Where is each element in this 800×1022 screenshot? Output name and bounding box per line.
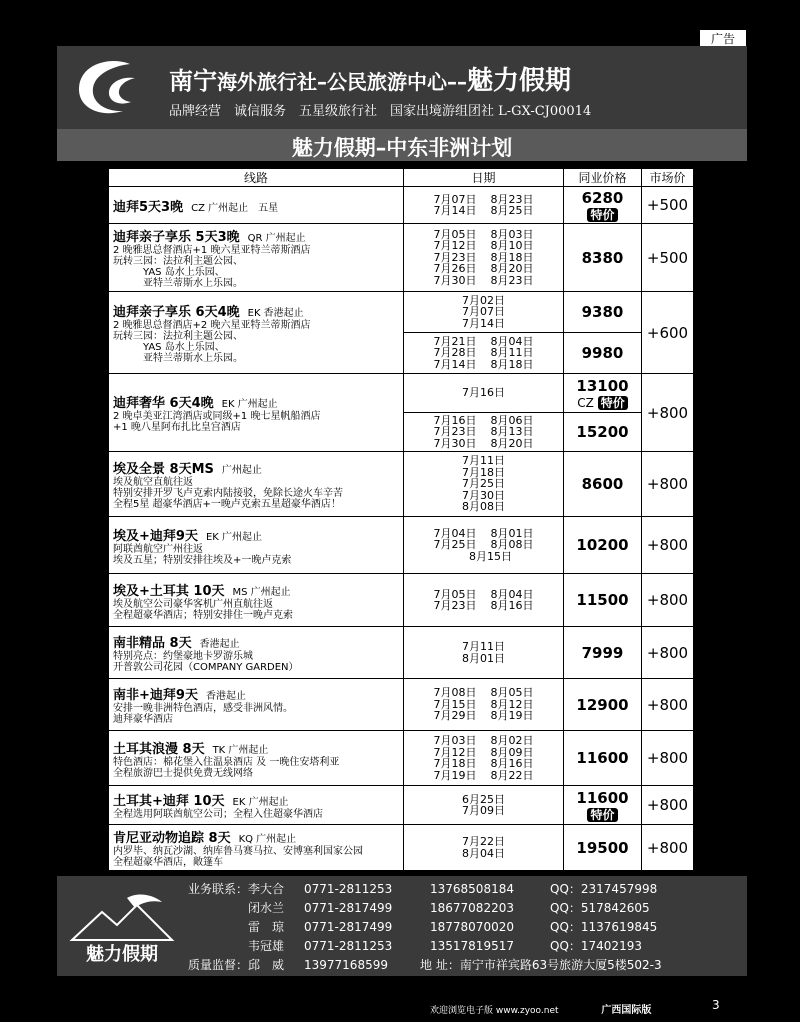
contact-phone: 0771-2817499 — [304, 901, 393, 915]
route-desc-line: 特别亮点：约堡豪地卡罗游乐城 — [113, 651, 253, 662]
departure-date: 7月30日 — [433, 436, 477, 450]
route-subtitle: EK 广州起止 — [221, 399, 278, 410]
departure-date: 7月14日 — [462, 316, 505, 330]
table-row — [109, 679, 694, 731]
departure-date: 8月16日 — [490, 599, 534, 612]
trade-price-cell — [564, 574, 642, 627]
table-row — [109, 224, 694, 292]
page-number: 3 — [712, 998, 720, 1012]
departure-date: 7月11日 — [462, 640, 505, 653]
supervise-mobile: 13977168599 — [304, 958, 388, 972]
date-line — [404, 600, 563, 612]
plan-title: 魅力假期–中东非洲计划 — [291, 136, 513, 160]
ad-tag: 广告 — [700, 30, 746, 48]
date-line — [404, 426, 563, 438]
plan-banner — [57, 129, 747, 161]
route-title: 埃及+土耳其 10天 — [113, 583, 225, 599]
route-cell — [109, 786, 404, 825]
departure-date: 7月21日 — [433, 334, 477, 348]
trade-price: 19500 — [576, 838, 629, 857]
departure-date: 7月02日 — [462, 293, 505, 307]
departure-date: 8月13日 — [490, 425, 534, 439]
contact-label — [184, 937, 248, 956]
contact-phone: 0771-2811253 — [304, 882, 393, 896]
edition-brand: 广西国际版 — [601, 1005, 652, 1016]
route-title: 迪拜亲子享乐 6天4晚 — [113, 305, 240, 320]
route-desc-line: 安排一晚非洲特色酒店，感受非洲风情。 — [113, 703, 293, 714]
route-title: 迪拜奢华 6天4晚 — [113, 396, 214, 411]
departure-date: 7月25日 — [462, 477, 505, 491]
title-brand: 魅力假期 — [467, 66, 572, 96]
date-line — [404, 747, 563, 759]
table-row — [109, 825, 694, 871]
market-price-cell: +800 — [642, 731, 694, 786]
table-row — [109, 187, 694, 224]
departure-date: 7月07日 — [462, 305, 505, 319]
departure-date: 7月30日 — [462, 488, 505, 502]
departure-date: 7月05日 — [433, 587, 477, 601]
bottom-note — [430, 1001, 651, 1016]
date-line — [404, 687, 563, 699]
footer-logo-text: 魅力假期 — [86, 944, 158, 965]
departure-date: 8月23日 — [490, 273, 534, 287]
departure-date: 8月04日 — [490, 334, 534, 348]
contact-mobile: 13517819517 — [430, 939, 514, 953]
date-cell — [404, 786, 564, 825]
route-cell — [109, 452, 404, 517]
market-price-cell: +800 — [642, 679, 694, 731]
table-row — [109, 574, 694, 627]
route-subtitle: 香港起止 — [205, 691, 246, 702]
route-desc-line: 特色酒店：棉花堡入住温泉酒店 及 一晚住安塔利亚 — [113, 756, 340, 768]
date-line — [404, 836, 563, 848]
departure-date: 8月09日 — [490, 745, 534, 759]
departure-date: 7月14日 — [433, 357, 477, 371]
market-price-cell: +600 — [642, 292, 694, 374]
departure-date: 8月12日 — [490, 697, 534, 711]
contact-mobile: 18677082203 — [430, 901, 514, 915]
trade-price: 11600 — [576, 788, 629, 807]
date-line — [404, 501, 563, 513]
date-line — [404, 528, 563, 540]
contact-row — [184, 880, 710, 899]
price-table-wrap — [108, 168, 693, 871]
date-line — [404, 205, 563, 217]
date-line — [404, 699, 563, 711]
header-trade-price: 同业价格 — [564, 169, 642, 187]
date-cell — [404, 413, 564, 452]
special-price-badge: 特价 — [587, 808, 617, 822]
date-cell — [404, 333, 564, 374]
trade-price: 10200 — [576, 536, 629, 554]
trade-price-cell — [564, 517, 642, 574]
departure-date: 8月01日 — [490, 526, 534, 540]
departure-date: 7月16日 — [433, 413, 477, 427]
route-desc-line: 2 晚雅思总督酒店+2 晚六星亚特兰蒂斯酒店 — [113, 320, 311, 331]
route-title: 迪拜亲子享乐 5天3晚 — [113, 230, 240, 245]
departure-date: 6月25日 — [462, 792, 505, 806]
header-route: 线路 — [109, 169, 404, 187]
market-price-cell: +800 — [642, 825, 694, 871]
contact-qq: QQ：17402193 — [550, 939, 642, 953]
market-price-cell: +800 — [642, 627, 694, 679]
contact-label: 业务联系： — [187, 882, 248, 896]
date-line — [404, 347, 563, 359]
route-subtitle: QR 广州起止 — [247, 233, 306, 244]
title-city: 南宁 — [169, 67, 217, 95]
departure-date: 7月04日 — [433, 526, 477, 540]
departure-date: 7月26日 — [433, 262, 477, 276]
departure-date: 8月23日 — [490, 192, 534, 206]
company-logo — [75, 56, 145, 118]
date-cell — [404, 224, 564, 292]
price-table — [108, 168, 694, 871]
route-desc-line: 阿联酋航空广州往返 — [113, 543, 203, 555]
departure-date: 7月09日 — [462, 804, 505, 817]
table-body — [109, 187, 694, 871]
date-cell — [404, 452, 564, 517]
date-line — [404, 589, 563, 601]
route-title: 土耳其+迪拜 10天 — [113, 794, 225, 809]
route-desc-line: 埃及五星；特别安排往埃及+一晚卢克索 — [113, 554, 292, 566]
route-cell — [109, 627, 404, 679]
route-desc-line: 全程超豪华酒店；特别安排住一晚卢克索 — [113, 609, 293, 621]
route-desc-line: 全程5星 超豪华酒店+一晚卢克索五星超豪华酒店！ — [113, 499, 341, 510]
date-line — [404, 805, 563, 817]
market-price-cell: +500 — [642, 187, 694, 224]
route-desc-line: 全程选用阿联酋航空公司；全程入住超豪华酒店 — [113, 809, 323, 820]
market-price-cell: +800 — [642, 452, 694, 517]
departure-date: 7月18日 — [433, 757, 477, 770]
route-desc-line: +1 晚八星阿布扎比皇宫酒店 — [113, 422, 241, 433]
departure-date: 8月10日 — [490, 239, 534, 253]
date-line — [404, 758, 563, 770]
airline-code: CZ — [577, 395, 598, 410]
route-subtitle: EK 广州起止 — [205, 531, 263, 543]
route-desc-line: 特别安排开罗飞卢克索内陆接驳，免除长途火车辛苦 — [113, 488, 343, 499]
route-desc-line: YAS 岛水上乐园、 — [113, 267, 225, 278]
route-title: 埃及全景 8天MS — [113, 462, 214, 477]
departure-date: 7月03日 — [433, 734, 477, 747]
contact-row — [184, 899, 710, 918]
date-line — [404, 240, 563, 252]
departure-date: 7月23日 — [433, 250, 477, 264]
departure-date: 7月23日 — [433, 425, 477, 439]
route-cell — [109, 517, 404, 574]
departure-date: 7月12日 — [433, 239, 477, 253]
date-cell — [404, 187, 564, 224]
route-subtitle: 广州起止 — [221, 465, 262, 476]
departure-date: 7月28日 — [433, 346, 477, 360]
departure-date: 8月20日 — [490, 436, 534, 450]
route-desc-line: 内罗毕、纳瓦沙湖、纳库鲁马赛马拉、安博塞利国家公园 — [113, 846, 363, 857]
departure-date: 7月25日 — [433, 538, 477, 552]
table-row — [109, 452, 694, 517]
date-cell — [404, 679, 564, 731]
date-cell — [404, 292, 564, 333]
market-price-cell: +800 — [642, 374, 694, 452]
departure-date: 8月06日 — [490, 413, 534, 427]
agency-title — [169, 60, 571, 97]
date-line — [404, 735, 563, 747]
date-line — [404, 194, 563, 206]
route-desc-line: 全程旅游巴士提供免费无线网络 — [113, 767, 253, 779]
date-line — [404, 710, 563, 722]
departure-date: 7月12日 — [433, 745, 477, 759]
contact-row — [184, 937, 710, 956]
route-cell — [109, 187, 404, 224]
market-price-cell: +800 — [642, 574, 694, 627]
route-title: 南非+迪拜9天 — [113, 688, 198, 703]
contacts — [184, 880, 710, 975]
route-cell — [109, 374, 404, 452]
departure-date: 8月04日 — [462, 846, 505, 860]
site-note: 欢迎浏览电子版 www.zyoo.net — [430, 1006, 559, 1016]
supervise-row — [184, 956, 710, 975]
departure-date: 8月19日 — [490, 709, 534, 723]
date-line — [404, 387, 563, 399]
route-subtitle: TK 广州起止 — [212, 744, 269, 756]
date-line — [404, 653, 563, 665]
departure-date: 8月18日 — [490, 357, 534, 371]
route-cell — [109, 292, 404, 374]
route-desc-line: 埃及航空直航往返 — [113, 477, 193, 488]
trade-price: 12900 — [576, 695, 629, 714]
departure-date: 8月16日 — [490, 757, 534, 770]
trade-price-cell — [564, 292, 642, 333]
departure-date: 8月20日 — [490, 262, 534, 276]
special-price-badge: 特价 — [587, 208, 617, 222]
departure-date: 8月04日 — [490, 587, 534, 601]
contact-name: 雷 琼 — [248, 920, 285, 934]
route-desc-line: 埃及航空公司豪华客机广州直航往返 — [113, 598, 273, 610]
contact-name: 韦冠雄 — [248, 939, 285, 953]
trade-price: 9980 — [581, 344, 624, 362]
trade-price-cell — [564, 452, 642, 517]
trade-price-cell — [564, 224, 642, 292]
footer-logo — [67, 890, 177, 970]
date-line — [404, 415, 563, 427]
trade-price: 8380 — [581, 248, 624, 267]
date-line — [404, 551, 563, 563]
table-row — [109, 517, 694, 574]
route-cell — [109, 731, 404, 786]
contact-name: 闭水兰 — [248, 901, 285, 915]
supervise-name: 邱 威 — [248, 958, 285, 972]
route-cell — [109, 224, 404, 292]
route-desc-line: 玩转三园：法拉利主题公园、 — [113, 331, 243, 342]
departure-date: 7月23日 — [433, 599, 477, 612]
route-desc-line: 亚特兰蒂斯水上乐园。 — [113, 278, 243, 289]
contact-qq: QQ：2317457998 — [550, 882, 658, 896]
table-row — [109, 292, 694, 333]
mountain-bird-icon — [67, 890, 177, 945]
title-agency: 海外旅行社–公民旅游中心–– — [217, 70, 467, 94]
contact-phone: 0771-2817499 — [304, 920, 393, 934]
route-desc-line: YAS 岛水上乐园、 — [113, 342, 225, 353]
slogan: 品牌经营 诚信服务 五星级旅行社 国家出境游组团社 L-GX-CJ00014 — [169, 104, 592, 119]
contact-name: 李大合 — [248, 882, 285, 896]
table-row — [109, 627, 694, 679]
departure-date: 7月15日 — [433, 697, 477, 711]
route-subtitle: KQ 广州起止 — [238, 834, 297, 845]
trade-price-cell — [564, 333, 642, 374]
route-subtitle: EK 香港起止 — [247, 308, 304, 319]
header — [57, 46, 747, 129]
date-line — [404, 263, 563, 275]
date-line — [404, 275, 563, 287]
trade-price-cell — [564, 374, 642, 413]
date-line — [404, 438, 563, 450]
route-desc-line: 迪拜豪华酒店 — [113, 714, 173, 725]
date-cell — [404, 574, 564, 627]
trade-price: 9380 — [581, 303, 624, 321]
departure-date: 8月08日 — [462, 500, 505, 514]
trade-price: 13100 — [576, 376, 629, 395]
contact-qq: QQ：517842605 — [550, 901, 650, 915]
route-subtitle: MS 广州起止 — [232, 586, 291, 598]
departure-date: 8月22日 — [490, 768, 534, 782]
table-row — [109, 731, 694, 786]
route-desc-line: 开普敦公司花园（COMPANY GARDEN） — [113, 662, 299, 673]
date-cell — [404, 731, 564, 786]
date-line — [404, 229, 563, 241]
trade-price: 6280 — [581, 188, 624, 207]
date-cell — [404, 517, 564, 574]
special-price-badge: 特价 — [598, 396, 628, 410]
departure-date: 7月18日 — [462, 465, 505, 479]
contact-mobile: 13768508184 — [430, 882, 514, 896]
departure-date: 7月30日 — [433, 273, 477, 287]
route-desc-line: 2 晚卓美亚江湾酒店或同级+1 晚七星帆船酒店 — [113, 411, 321, 422]
contact-phone: 0771-2811253 — [304, 939, 393, 953]
date-line — [404, 359, 563, 371]
departure-date: 8月03日 — [490, 227, 534, 241]
departure-date: 7月14日 — [433, 204, 477, 217]
route-desc-line: 亚特兰蒂斯水上乐园。 — [113, 353, 243, 364]
departure-date: 8月08日 — [490, 538, 534, 552]
route-subtitle: EK 广州起止 — [232, 797, 289, 808]
route-title: 肯尼亚动物追踪 8天 — [113, 831, 231, 846]
table-row — [109, 374, 694, 413]
trade-price: 7999 — [581, 643, 624, 662]
header-date: 日期 — [404, 169, 564, 187]
trade-price: 8600 — [581, 475, 624, 493]
departure-date: 7月19日 — [433, 768, 477, 782]
date-line — [404, 318, 563, 330]
market-price-cell: +800 — [642, 517, 694, 574]
date-cell — [404, 627, 564, 679]
route-title: 迪拜5天3晚 — [113, 199, 184, 215]
footer — [57, 876, 747, 976]
departure-date: 8月18日 — [490, 250, 534, 264]
date-line — [404, 641, 563, 653]
departure-date: 7月07日 — [433, 192, 477, 206]
trade-price-cell — [564, 187, 642, 224]
date-line — [404, 252, 563, 264]
departure-date: 8月05日 — [490, 686, 534, 700]
date-line — [404, 848, 563, 860]
table-header-row — [109, 169, 694, 187]
contact-mobile: 18778070020 — [430, 920, 514, 934]
market-price-cell: +500 — [642, 224, 694, 292]
departure-date: 8月11日 — [490, 346, 534, 360]
date-line — [404, 336, 563, 348]
trade-price: 11500 — [576, 591, 629, 609]
trade-price: 11600 — [576, 749, 629, 767]
departure-date: 8月25日 — [490, 204, 534, 217]
contact-row — [184, 918, 710, 937]
route-title: 南非精品 8天 — [113, 636, 192, 651]
address: 地 址：南宁市祥宾路63号旅游大厦5楼502-3 — [420, 958, 662, 972]
route-title: 土耳其浪漫 8天 — [113, 741, 205, 757]
header-market-price: 市场价 — [642, 169, 694, 187]
trade-price-cell — [564, 627, 642, 679]
market-price-cell: +800 — [642, 786, 694, 825]
route-desc-line: 2 晚雅思总督酒店+1 晚六星亚特兰蒂斯酒店 — [113, 245, 311, 256]
departure-date: 8月15日 — [469, 549, 512, 563]
departure-date: 7月22日 — [462, 835, 505, 848]
trade-price-cell — [564, 825, 642, 871]
date-cell — [404, 374, 564, 413]
supervise-label: 质量监督： — [187, 958, 248, 972]
route-desc-line: 玩转三园：法拉利主题公园、 — [113, 256, 243, 267]
departure-date: 7月16日 — [462, 386, 505, 400]
trade-price-cell — [564, 679, 642, 731]
contact-qq: QQ：1137619845 — [550, 920, 658, 934]
departure-date: 8月02日 — [490, 734, 534, 747]
trade-price-cell — [564, 731, 642, 786]
departure-date: 7月29日 — [433, 709, 477, 723]
table-row — [109, 786, 694, 825]
trade-price-cell — [564, 786, 642, 825]
departure-date: 7月05日 — [433, 227, 477, 241]
route-cell — [109, 825, 404, 871]
route-title: 埃及+迪拜9天 — [113, 528, 198, 544]
trade-price: 15200 — [576, 423, 629, 441]
date-cell — [404, 825, 564, 871]
date-line — [404, 770, 563, 782]
route-cell — [109, 574, 404, 627]
contact-label — [184, 918, 248, 937]
route-subtitle: 香港起止 — [199, 639, 240, 650]
departure-date: 8月01日 — [462, 651, 505, 665]
trade-price-cell — [564, 413, 642, 452]
departure-date: 7月11日 — [462, 454, 505, 468]
route-subtitle: CZ 广州起止 五星 — [191, 202, 279, 214]
route-cell — [109, 679, 404, 731]
route-desc-line: 全程超豪华酒店，敞篷车 — [113, 857, 223, 868]
contact-label — [184, 899, 248, 918]
departure-date: 7月08日 — [433, 686, 477, 700]
